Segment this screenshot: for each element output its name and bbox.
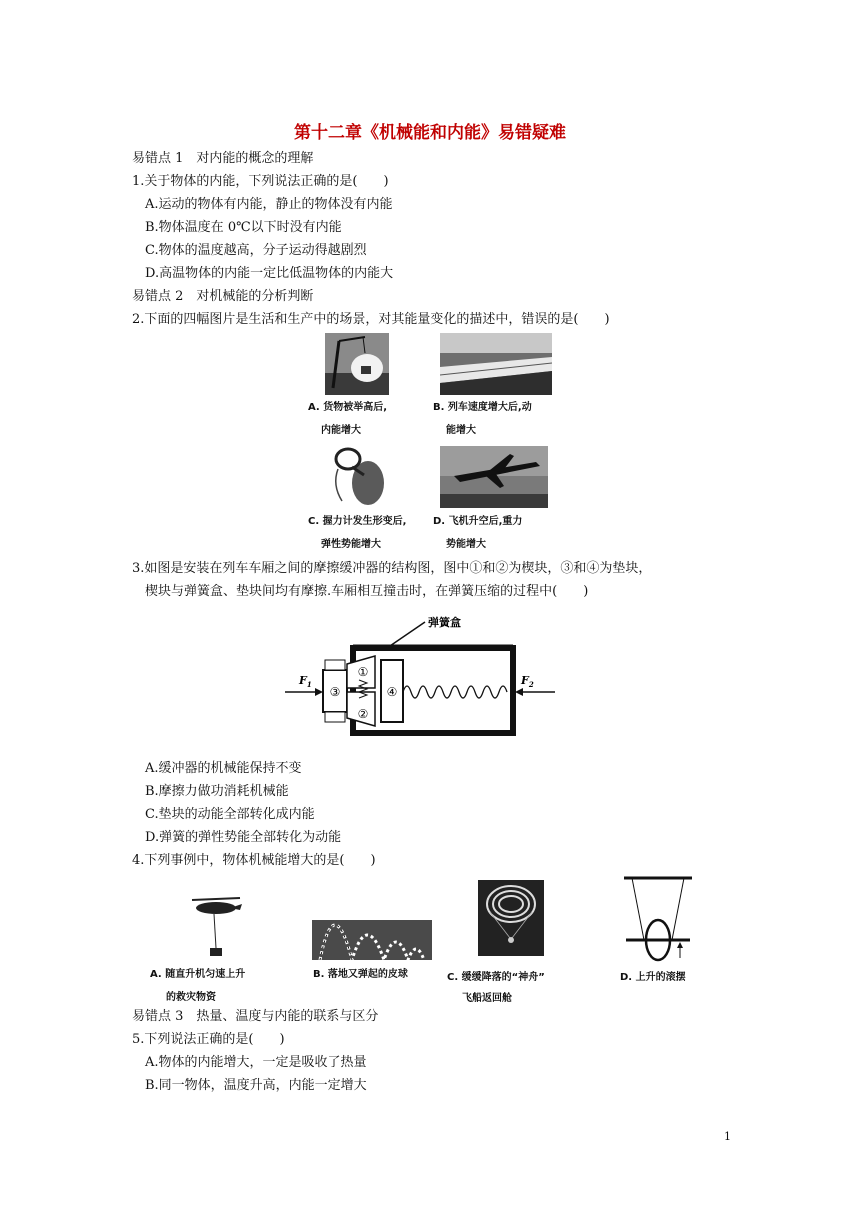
- label-3: ③: [329, 685, 341, 699]
- crane-cargo-photo: [325, 333, 389, 395]
- q1-option-b: B.物体温度在 0℃以下时没有内能: [145, 220, 342, 235]
- label-4: ④: [386, 685, 398, 699]
- q4-caption-a-line2: 的救灾物资: [166, 992, 216, 1003]
- page-number: 1: [724, 1130, 731, 1143]
- q5-option-b: B.同一物体，温度升高，内能一定增大: [145, 1078, 367, 1093]
- question-1: 1.关于物体的内能，下列说法正确的是( ): [132, 174, 389, 189]
- question-2: 2.下面的四幅图片是生活和生产中的场景，对其能量变化的描述中，错误的是( ): [132, 312, 610, 327]
- parachute-capsule-image: [478, 880, 544, 956]
- section-heading-2: 易错点 2 对机械能的分析判断: [132, 289, 314, 304]
- q2-caption-c-line2: 弹性势能增大: [321, 539, 381, 550]
- question-3-line1: 3.如图是安装在列车车厢之间的摩擦缓冲器的结构图，图中①和②为楔块，③和④为垫块，: [132, 561, 652, 576]
- label-1: ①: [357, 665, 369, 679]
- section-heading-1: 易错点 1 对内能的概念的理解: [132, 151, 314, 166]
- q1-option-a: A.运动的物体有内能，静止的物体没有内能: [145, 197, 393, 212]
- q4-caption-b: B. 落地又弹起的皮球: [313, 969, 408, 980]
- q2-caption-d-line1: D. 飞机升空后,重力: [433, 516, 523, 527]
- grip-meter-photo: [328, 445, 388, 509]
- force-f2-label: $F_2$: [521, 674, 534, 689]
- maxwell-pendulum-image: [618, 872, 698, 964]
- q2-caption-a-line2: 内能增大: [321, 425, 361, 436]
- question-3-line2: 楔块与弹簧盒、垫块间均有摩擦.车厢相互撞击时，在弹簧压缩的过程中( ): [145, 584, 589, 599]
- q3-option-c: C.垫块的动能全部转化成内能: [145, 807, 315, 822]
- q2-caption-c-line1: C. 握力计发生形变后,: [308, 516, 407, 527]
- airplane-photo: [440, 446, 548, 508]
- q4-caption-c-line2: 飞船返回舱: [462, 993, 512, 1004]
- force-f1-label: $F_1$: [299, 674, 312, 689]
- q4-caption-a-line1: A. 随直升机匀速上升: [150, 969, 246, 980]
- q3-option-a: A.缓冲器的机械能保持不变: [145, 761, 302, 776]
- spring-box-label: 弹簧盒: [428, 616, 461, 629]
- q2-caption-d-line2: 势能增大: [446, 539, 486, 550]
- section-heading-3: 易错点 3 热量、温度与内能的联系与区分: [132, 1009, 379, 1024]
- q2-caption-b-line1: B. 列车速度增大后,动: [433, 402, 532, 413]
- page-title: 第十二章《机械能和内能》易错疑难: [294, 123, 566, 143]
- helicopter-cargo-image: [190, 890, 242, 960]
- q2-caption-b-line2: 能增大: [446, 425, 476, 436]
- q1-option-d: D.高温物体的内能一定比低温物体的内能大: [145, 266, 394, 281]
- label-2: ②: [357, 707, 369, 721]
- question-4: 4.下列事例中，物体机械能增大的是( ): [132, 853, 376, 868]
- q4-caption-d: D. 上升的滚摆: [620, 972, 686, 983]
- friction-buffer-diagram: [285, 608, 575, 748]
- q5-option-a: A.物体的内能增大，一定是吸收了热量: [145, 1055, 367, 1070]
- q1-option-c: C.物体的温度越高，分子运动得越剧烈: [145, 243, 367, 258]
- q4-caption-c-line1: C. 缓缓降落的“神舟”: [447, 972, 545, 983]
- bouncing-ball-image: [312, 880, 432, 960]
- question-5: 5.下列说法正确的是( ): [132, 1032, 285, 1047]
- q3-option-d: D.弹簧的弹性势能全部转化为动能: [145, 830, 342, 845]
- train-photo: [440, 333, 552, 395]
- q3-option-b: B.摩擦力做功消耗机械能: [145, 784, 289, 799]
- q2-caption-a-line1: A. 货物被举高后,: [308, 402, 388, 413]
